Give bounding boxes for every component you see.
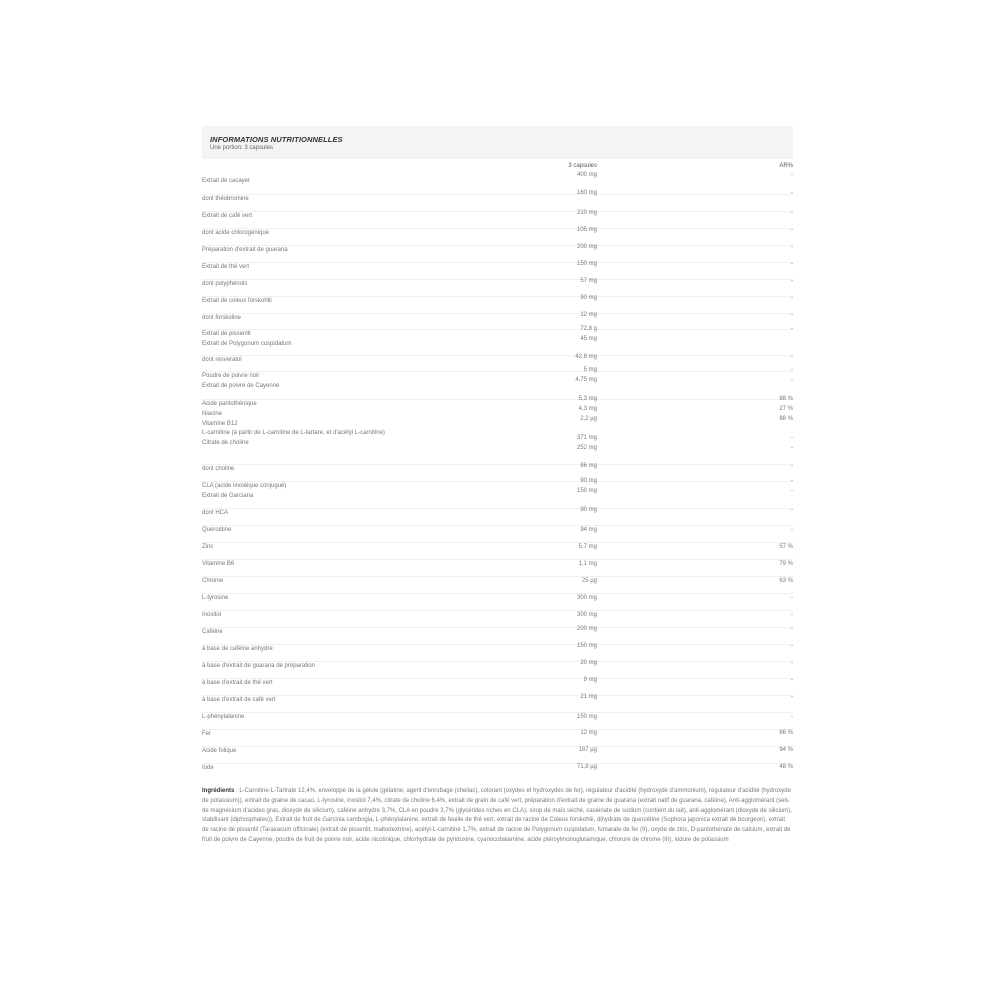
nutrition-row xyxy=(202,244,793,253)
nutrient-ar: - xyxy=(791,190,793,196)
nutrient-quantity: 42,8 mg xyxy=(575,354,597,360)
nutrient-quantity: 94 mg xyxy=(580,527,597,533)
nutrition-row xyxy=(202,542,793,550)
nutrition-row xyxy=(202,507,793,516)
nutrition-row xyxy=(202,712,793,720)
nutrient-ar: 63 % xyxy=(779,578,793,584)
nutrient-name: dont théobromine xyxy=(202,196,249,202)
nutrient-name: Extrait de café vert xyxy=(202,213,253,219)
nutrient-quantity: 1,1 mg xyxy=(578,561,597,567)
nutrient-ar: 86 % xyxy=(779,730,793,736)
panel-subtitle: Une portion: 3 capsules xyxy=(210,145,274,151)
nutrient-name: Acide folique xyxy=(202,748,237,754)
nutrition-row xyxy=(202,763,793,771)
nutrient-quantity: 90 mg 150 mg xyxy=(576,478,597,494)
nutrient-quantity: 200 mg xyxy=(576,626,597,632)
nutrient-ar: - xyxy=(791,244,793,250)
nutrition-row xyxy=(202,354,793,363)
nutrient-ar: 57 % xyxy=(779,544,793,550)
nutrition-row xyxy=(202,746,793,754)
nutrient-ar: 94 % xyxy=(779,747,793,753)
nutrition-row xyxy=(202,190,793,202)
panel-title: INFORMATIONS NUTRITIONNELLES xyxy=(210,135,343,144)
nutrient-ar: 48 % xyxy=(779,764,793,770)
nutrition-row xyxy=(202,694,793,703)
nutrient-ar: - xyxy=(791,612,793,618)
nutrient-quantity: 150 mg xyxy=(576,714,597,720)
nutrient-ar: - xyxy=(791,507,793,513)
nutrition-row xyxy=(202,729,793,737)
nutrition-row xyxy=(202,593,793,601)
nutrient-ar: - xyxy=(791,463,793,469)
nutrition-row xyxy=(202,295,793,304)
nutrition-row xyxy=(202,278,793,287)
nutrient-name: Fer xyxy=(202,731,211,737)
nutrient-name: Iode xyxy=(202,765,214,771)
nutrient-name: Caféine xyxy=(202,629,223,635)
nutrient-name: Acide pantothénique Niacine Vitamine B12 L-carnitine (à partir de L-carnitine de L-tartare, et d'acétyl L-carnitine) Citrate de choline xyxy=(202,401,385,447)
nutrient-ar: - - xyxy=(791,367,793,383)
nutrient-name: Vitamine B6 xyxy=(202,561,235,567)
nutrient-quantity: 90 mg xyxy=(580,507,597,513)
nutrient-ar: - xyxy=(791,210,793,216)
nutrient-ar: - xyxy=(791,643,793,649)
nutrition-row xyxy=(202,326,793,347)
nutrient-name: Préparation d'extrait de guarana xyxy=(202,247,288,253)
nutrient-name: à base de caféine anhydre xyxy=(202,646,273,652)
nutrient-quantity: 300 mg xyxy=(576,612,597,618)
nutrition-row xyxy=(202,227,793,236)
nutrient-quantity: 200 mg xyxy=(576,244,597,250)
nutrient-quantity: 5,7 mg xyxy=(578,544,597,550)
ingredients-block xyxy=(202,787,793,846)
nutrient-name: dont acide chlorogénique xyxy=(202,230,270,236)
nutrient-ar: - xyxy=(791,354,793,360)
nutrient-quantity: 25 µg xyxy=(581,578,597,584)
nutrient-quantity: 400 mg xyxy=(576,172,597,178)
nutrition-row xyxy=(202,643,793,652)
nutrient-quantity: 71,8 µg xyxy=(576,764,597,770)
nutrient-ar: - xyxy=(791,660,793,666)
nutrition-row xyxy=(202,312,793,321)
nutrition-row xyxy=(202,478,793,499)
nutrient-quantity: 21 mg xyxy=(580,694,597,700)
nutrient-quantity: 20 mg xyxy=(580,660,597,666)
column-header-quantity: 3 capsules xyxy=(568,163,597,169)
nutrient-name: L-phénylalanine xyxy=(202,714,245,720)
nutrition-row xyxy=(202,367,793,389)
nutrient-name: dont polyphénols xyxy=(202,281,248,287)
nutrient-name: à base d'extrait de thé vert xyxy=(202,680,273,686)
nutrient-ar: - xyxy=(791,626,793,632)
nutrient-quantity: 150 mg xyxy=(576,261,597,267)
nutrient-name: CLA (acide linoléique conjugué) Extrait de Garciana xyxy=(202,483,287,499)
nutrient-name: à base d'extrait de café vert xyxy=(202,697,276,703)
nutrient-ar: 88 % 27 % 88 % - - xyxy=(779,396,793,451)
nutrient-ar: - xyxy=(791,261,793,267)
nutrient-quantity: 160 mg xyxy=(576,190,597,196)
nutrient-name: à base d'extrait de guarana de préparation xyxy=(202,663,315,669)
ingredients-text: : L-Carnitine-L-Tartrate 12,4%, enveloppe de la gélule (gélatine, agent d'enrobage (shellac), colorant (oxydes et hydroxydes de fer), régulateur d'acidité (hydroxyde d'ammonium), régulateur d'acidité (hydroxyde de potassium)), extrait de graine de cacao, L-tyrosine, inositol 7,4%, citrate de choline 6,4%, extrait de grain de café vert, préparation d'extrait de graine de guarana (extrait natif de guarana, caféine), Anti-agglomérant (sels de magnésium d'acides gras, dioxyde de silicium), caféine anhydre 3,7%, CLA en poudre 3,7% (glycérides riches en CLA), sirop de maïs séché, caséinate de sodium (contient du lait), anti-agglomérant (dioxyde de silicium), stabilisant (diphosphates)), Extrait de fruit de Garcinia cambogia, L-phénylalanine, extrait de feuille de thé vert, extrait de racine de Coleus forskohlii, dihydrate de quercétine (Sophora japonica extrait de bourgeon), extrait de racine de pissenlit (Taraxacum officinale) (extrait de pissenlit, maltodextrine), acétyl-L-carnitine 1,7%, extrait de racine de Polygonum cuspidatum, fumarate de fer (II), oxyde de zinc, D-pantothénate de calcium, extrait de fruit de poivre de Cayenne, poudre de fruit de poivre noir, acide nicotinique, chlorhydrate de pyridoxine, cyanocobalamine, acide ptéroylmonoglutamique, chlorure de chrome (III), iodure de potassium xyxy=(202,788,792,843)
nutrient-quantity: 210 mg xyxy=(576,210,597,216)
nutrition-row xyxy=(202,210,793,219)
nutrient-name: Extrait de thé vert xyxy=(202,264,250,270)
nutrient-name: L-tyrosine xyxy=(202,595,229,601)
column-header-row xyxy=(202,161,793,173)
column-header-ar: AR% xyxy=(779,163,793,169)
nutrient-name: Inositol xyxy=(202,612,222,618)
nutrient-name: Poudre de poivre noir Extrait de poivre de Cayenne xyxy=(202,373,280,389)
nutrient-ar: - - xyxy=(791,478,793,494)
nutrient-name: dont resveratol xyxy=(202,357,242,363)
nutrition-row xyxy=(202,463,793,472)
nutrient-name: dont choline xyxy=(202,466,235,472)
nutrient-quantity: 187 µg xyxy=(578,747,597,753)
nutrition-row xyxy=(202,261,793,270)
nutrient-ar: - xyxy=(791,312,793,318)
nutrient-name: dont forskoline xyxy=(202,315,242,321)
nutrient-name: Quercétine xyxy=(202,527,232,533)
nutrient-name: Extrait de pissenlit Extrait de Polygonum cuspidatum xyxy=(202,331,292,347)
nutrient-ar: - xyxy=(791,527,793,533)
nutrient-ar: - xyxy=(791,278,793,284)
nutrient-quantity: 90 mg xyxy=(580,295,597,301)
nutrient-ar: - xyxy=(791,295,793,301)
nutrition-row xyxy=(202,626,793,635)
nutrient-ar: 79 % xyxy=(779,561,793,567)
nutrition-row xyxy=(202,396,793,451)
nutrition-row xyxy=(202,559,793,567)
nutrient-ar: - xyxy=(791,714,793,720)
nutrient-quantity: 12 mg xyxy=(580,730,597,736)
nutrient-ar: - xyxy=(791,326,793,332)
nutrient-quantity: 9 mg xyxy=(583,677,597,683)
nutrient-ar: - xyxy=(791,172,793,178)
nutrition-row xyxy=(202,660,793,669)
nutrition-row xyxy=(202,576,793,584)
nutrient-name: Extrait de coleus forskohlii xyxy=(202,298,272,304)
nutrition-row xyxy=(202,610,793,618)
nutrient-quantity: 150 mg xyxy=(576,643,597,649)
nutrient-ar: - xyxy=(791,677,793,683)
nutrient-ar: - xyxy=(791,694,793,700)
panel-header xyxy=(202,126,793,159)
nutrition-row xyxy=(202,677,793,686)
nutrient-name: Chrome xyxy=(202,578,224,584)
nutrient-quantity: 300 mg xyxy=(576,595,597,601)
nutrient-quantity: 72,8 g 45 mg xyxy=(580,326,597,342)
nutrient-quantity: 5 mg 4,75 mg xyxy=(575,367,597,383)
nutrient-quantity: 5,3 mg 4,3 mg 2,2 µg 371 mg 252 mg xyxy=(576,396,597,451)
ingredients-label: Ingrédients xyxy=(202,788,235,794)
nutrient-quantity: 86 mg xyxy=(580,463,597,469)
nutrient-name: dont HCA xyxy=(202,510,229,516)
nutrition-row xyxy=(202,525,793,533)
nutrient-ar: - xyxy=(791,595,793,601)
nutrient-name: Extrait de cacayer xyxy=(202,178,251,184)
nutrient-quantity: 12 mg xyxy=(580,312,597,318)
nutrient-name: Zinc xyxy=(202,544,214,550)
nutrition-panel xyxy=(202,126,793,771)
nutrient-quantity: 105 mg xyxy=(576,227,597,233)
nutrient-quantity: 57 mg xyxy=(580,278,597,284)
nutrient-ar: - xyxy=(791,227,793,233)
